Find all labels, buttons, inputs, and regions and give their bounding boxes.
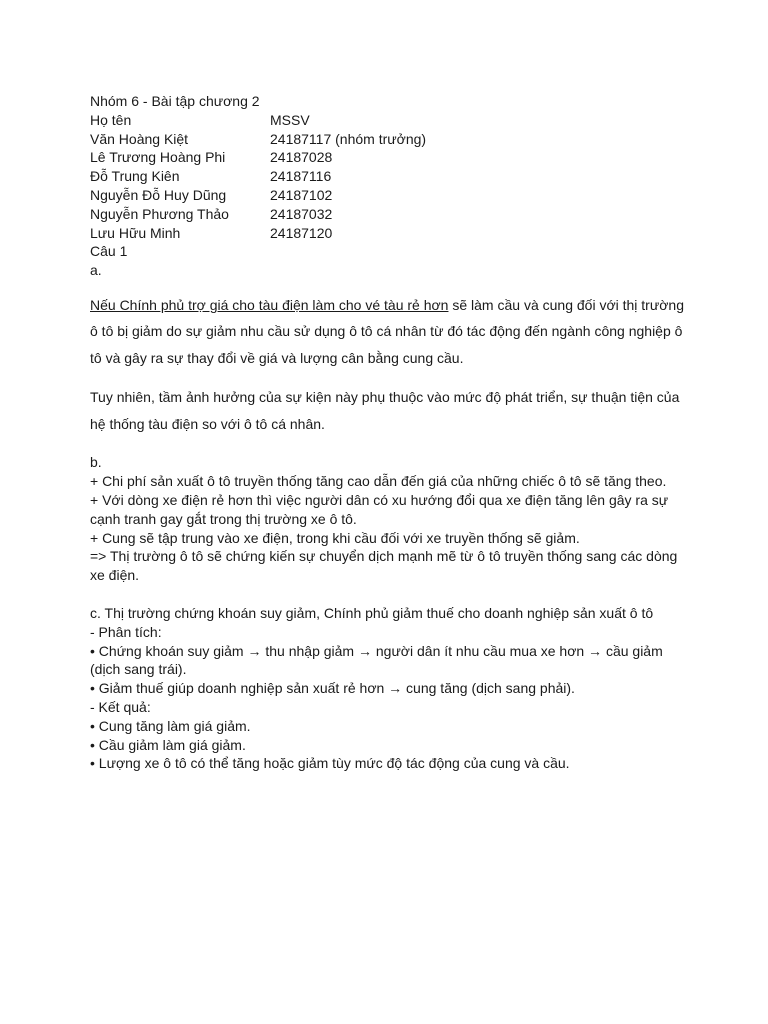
member-id: 24187032 [270, 205, 333, 222]
member-name: Lê Trương Hoàng Phi [90, 149, 226, 166]
part-c-line: - Phân tích: [90, 623, 162, 640]
part-a-label: a. [90, 262, 102, 279]
member-row [90, 130, 708, 149]
question-label: Câu 1 [90, 243, 128, 260]
member-row [90, 167, 708, 186]
member-row [90, 224, 708, 243]
document-title: Nhóm 6 - Bài tập chương 2 [90, 93, 260, 109]
part-b-line: xe điện. [90, 567, 140, 584]
part-b-line: cạnh tranh gay gắt trong thị trường xe ô tô. [90, 510, 357, 527]
member-id: 24187102 [270, 186, 333, 203]
paragraph-line: Tuy nhiên, tầm ảnh hưởng của sự kiện này phụ thuộc vào mức độ phát triển, sự thuận tiện của [90, 389, 680, 406]
part-c-line: • Lượng xe ô tô có thể tăng hoặc giảm tùy mức độ tác động của cung và cầu. [90, 755, 570, 772]
part-b-label: b. [90, 454, 102, 471]
member-name: Nguyễn Phương Thảo [90, 205, 229, 222]
part-c-line: • Chứng khoán suy giảm → thu nhập giảm → người dân ít nhu cầu mua xe hơn → cầu giảm [90, 642, 663, 659]
part-b-line: + Với dòng xe điện rẻ hơn thì việc người dân có xu hướng đổi qua xe điện tăng lên gây ra sự [90, 492, 669, 509]
part-a-paragraph-1 [90, 292, 708, 372]
member-table-header [90, 111, 708, 130]
column-header-id: MSSV [270, 111, 310, 128]
member-row [90, 148, 708, 167]
part-c-line: - Kết quả: [90, 699, 151, 716]
member-id: 24187116 [270, 168, 332, 185]
part-b-line: + Cung sẽ tập trung vào xe điện, trong khi cầu đối với xe truyền thống sẽ giảm. [90, 529, 580, 546]
member-id: 24187120 [270, 224, 333, 241]
paragraph-text: sẽ làm cầu và cung đối với thị trường [448, 296, 684, 313]
member-name: Lưu Hữu Minh [90, 224, 181, 241]
column-header-name: Họ tên [90, 111, 132, 128]
part-c-line: • Cầu giảm làm giá giảm. [90, 736, 246, 753]
member-name: Nguyễn Đỗ Huy Dũng [90, 186, 227, 203]
paragraph-line: ô tô bị giảm do sự giảm nhu cầu sử dụng ô tô cá nhân từ đó tác động đến ngành công nghiệp ô [90, 323, 683, 340]
underlined-phrase: Nếu Chính phủ trợ giá cho tàu điện làm cho vé tàu rẻ hơn [90, 296, 449, 313]
paragraph-line [90, 292, 708, 319]
member-id: 24187028 [270, 149, 333, 166]
part-b-line: => Thị trường ô tô sẽ chứng kiến sự chuyển dịch mạnh mẽ từ ô tô truyền thống sang các dòng [90, 548, 678, 565]
member-name: Đỗ Trung Kiên [90, 168, 180, 185]
part-c-section [90, 604, 708, 773]
part-c-line: (dịch sang trái). [90, 661, 187, 678]
member-row [90, 205, 708, 224]
part-b-section [90, 453, 708, 585]
member-table [90, 111, 708, 243]
part-c-line: c. Thị trường chứng khoán suy giảm, Chính phủ giảm thuế cho doanh nghiệp sản xuất ô tô [90, 605, 654, 622]
part-c-line: • Cung tăng làm giá giảm. [90, 717, 251, 734]
paragraph-line: hệ thống tàu điện so với ô tô cá nhân. [90, 415, 325, 432]
member-name: Văn Hoàng Kiệt [90, 130, 189, 147]
member-row [90, 186, 708, 205]
part-a-paragraph-2 [90, 384, 708, 437]
member-id: 24187117 (nhóm trưởng) [270, 130, 427, 147]
paragraph-line: tô và gây ra sự thay đổi về giá và lượng cân bằng cung cầu. [90, 349, 464, 366]
part-b-line: + Chi phí sản xuất ô tô truyền thống tăng cao dẫn đến giá của những chiếc ô tô sẽ tăng theo. [90, 473, 667, 490]
part-c-line: • Giảm thuế giúp doanh nghiệp sản xuất rẻ hơn → cung tăng (dịch sang phải). [90, 680, 575, 697]
